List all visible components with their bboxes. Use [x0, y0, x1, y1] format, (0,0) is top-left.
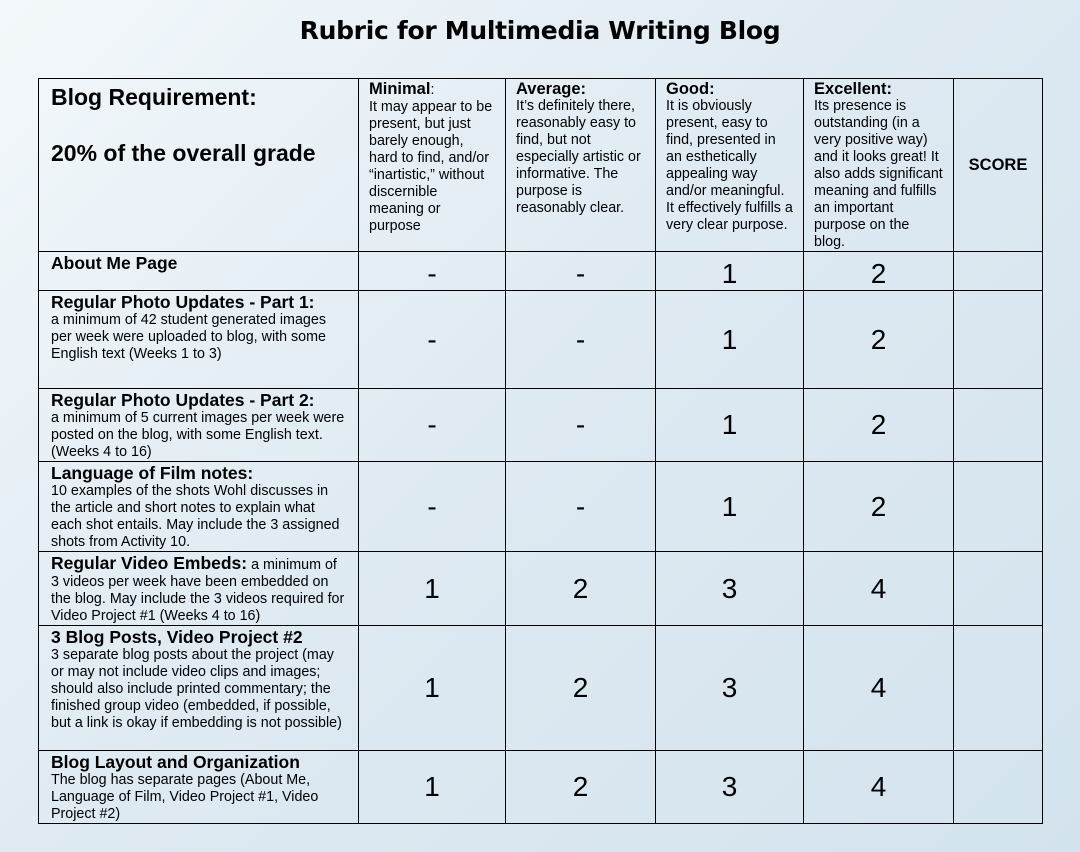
level-description: Its presence is outstanding (in a very positive way) and it looks great! It also adds significant meaning and fulfills an important purpose on the blog. — [814, 98, 943, 250]
table-row — [39, 751, 1043, 824]
requirement-name: Regular Video Embeds: — [51, 553, 248, 573]
value-minimal: 1 — [359, 626, 506, 751]
value-good: 3 — [656, 626, 804, 751]
header-row — [39, 79, 1043, 252]
score-cell[interactable] — [954, 751, 1043, 824]
level-name: Good: — [666, 80, 715, 98]
requirement-name: Language of Film notes: — [51, 463, 254, 483]
value-excellent: 4 — [804, 751, 954, 824]
level-description: It may appear to be present, but just barely enough, hard to find, and/or “inartistic,” without discernible meaning or purpose — [369, 99, 493, 234]
level-name: Average: — [516, 80, 587, 98]
value-average: - — [506, 389, 656, 462]
value-average: - — [506, 252, 656, 291]
value-average: 2 — [506, 751, 656, 824]
value-good: 1 — [656, 252, 804, 291]
value-excellent: 4 — [804, 626, 954, 751]
score-cell[interactable] — [954, 552, 1043, 626]
requirement-description: a minimum of 3 videos per week have been embedded on the blog. May include the 3 videos required for Video Project #1 (Weeks 4 to 16) — [51, 557, 345, 624]
rubric-table — [38, 78, 1043, 824]
value-minimal: 1 — [359, 751, 506, 824]
grade-weight: 20% of the overall grade — [51, 140, 316, 166]
requirement-cell — [39, 626, 359, 751]
score-header: SCORE — [954, 79, 1043, 252]
value-average: - — [506, 291, 656, 389]
level-good-header — [656, 79, 804, 252]
requirement-description: a minimum of 42 student generated images per week were uploaded to blog, with some English text (Weeks 1 to 3) — [51, 312, 326, 362]
requirement-description: 3 separate blog posts about the project (may or may not include video clips and images; should also include printed commentary; the finished group video (embedded, if possible, but a link is okay if embedding is not possible) — [51, 647, 342, 731]
value-good: 1 — [656, 291, 804, 389]
value-minimal: 1 — [359, 552, 506, 626]
level-description: It is obviously present, easy to find, presented in an esthetically appealing way and/or meaningful. It effectively fulfills a very clear purpose. — [666, 98, 793, 233]
requirement-name: 3 Blog Posts, Video Project #2 — [51, 627, 303, 647]
table-row — [39, 552, 1043, 626]
level-description: It’s definitely there, reasonably easy to find, but not especially artistic or informative. The purpose is reasonably clear. — [516, 98, 641, 216]
table-row — [39, 291, 1043, 389]
level-name: Excellent: — [814, 80, 892, 98]
value-average: 2 — [506, 552, 656, 626]
value-good: 1 — [656, 462, 804, 552]
value-minimal: - — [359, 389, 506, 462]
table-row — [39, 462, 1043, 552]
requirement-header-cell — [39, 79, 359, 252]
requirement-cell — [39, 252, 359, 291]
value-good: 3 — [656, 751, 804, 824]
value-excellent: 2 — [804, 252, 954, 291]
requirement-name: About Me Page — [51, 253, 178, 273]
requirement-cell — [39, 389, 359, 462]
value-average: - — [506, 462, 656, 552]
score-cell[interactable] — [954, 291, 1043, 389]
requirement-cell — [39, 751, 359, 824]
requirement-name: Regular Photo Updates - Part 2: — [51, 390, 315, 410]
requirement-name: Blog Layout and Organization — [51, 752, 300, 772]
requirement-name: Regular Photo Updates - Part 1: — [51, 292, 315, 312]
value-good: 3 — [656, 552, 804, 626]
score-cell[interactable] — [954, 626, 1043, 751]
score-cell[interactable] — [954, 462, 1043, 552]
value-average: 2 — [506, 626, 656, 751]
value-excellent: 4 — [804, 552, 954, 626]
requirement-description: a minimum of 5 current images per week were posted on the blog, with some English text. (Weeks 4 to 16) — [51, 410, 345, 460]
requirement-cell — [39, 291, 359, 389]
page-title: Rubric for Multimedia Writing Blog — [299, 16, 781, 45]
score-cell[interactable] — [954, 252, 1043, 291]
level-excellent-header — [804, 79, 954, 252]
value-minimal: - — [359, 462, 506, 552]
requirement-label: Blog Requirement: — [51, 84, 257, 110]
requirement-cell — [39, 462, 359, 552]
requirement-description: The blog has separate pages (About Me, Language of Film, Video Project #1, Video Project #2) — [51, 772, 319, 822]
value-excellent: 2 — [804, 462, 954, 552]
value-excellent: 2 — [804, 291, 954, 389]
value-excellent: 2 — [804, 389, 954, 462]
requirement-description: 10 examples of the shots Wohl discusses in the article and short notes to explain what each shot entails. May include the 3 assigned shots from Activity 10. — [51, 483, 340, 550]
level-name: Minimal — [369, 80, 431, 98]
score-cell[interactable] — [954, 389, 1043, 462]
table-row — [39, 389, 1043, 462]
table-row — [39, 252, 1043, 291]
requirement-cell — [39, 552, 359, 626]
level-punct: : — [430, 82, 435, 98]
table-row — [39, 626, 1043, 751]
level-average-header — [506, 79, 656, 252]
value-minimal: - — [359, 252, 506, 291]
value-good: 1 — [656, 389, 804, 462]
level-minimal-header — [359, 79, 506, 252]
value-minimal: - — [359, 291, 506, 389]
